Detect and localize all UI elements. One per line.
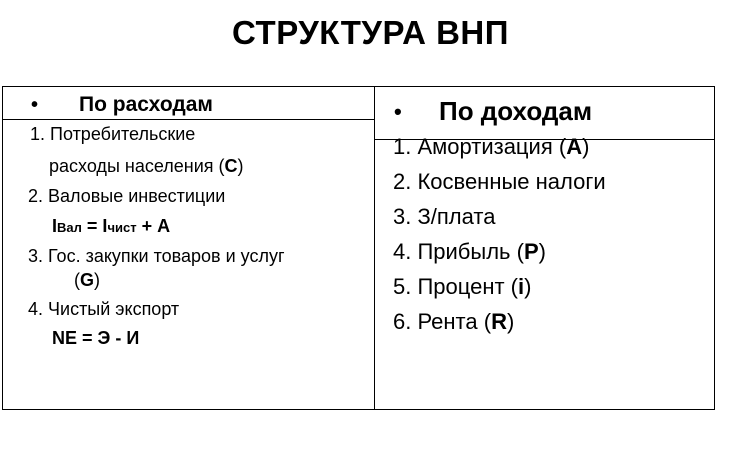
left-header-divider xyxy=(3,119,374,120)
net-export-formula: NE = Э - И xyxy=(52,328,140,348)
formula-plus-a: + А xyxy=(136,216,171,236)
bullet-icon: • xyxy=(31,93,39,116)
expenses-item-3-close: ) xyxy=(94,270,101,290)
income-heading-label: По доходам xyxy=(439,96,593,126)
formula-i2: I xyxy=(102,216,108,236)
expenses-item-3-open: ( xyxy=(74,270,80,290)
income-item-text: 1. Амортизация ( xyxy=(393,134,567,159)
income-item-text: 6. Рента ( xyxy=(393,309,492,334)
income-item-text: 5. Процент ( xyxy=(393,274,518,299)
expenses-item-1-close: ) xyxy=(237,156,244,176)
income-item xyxy=(393,239,546,265)
government-letter: G xyxy=(80,270,95,290)
income-item xyxy=(393,169,606,195)
income-item-letter: Р xyxy=(523,239,539,264)
income-item-text: 3. З/плата xyxy=(393,204,496,229)
expenses-heading-label: По расходам xyxy=(79,93,213,116)
formula-sub-gross: Вал xyxy=(57,220,82,235)
consumption-letter: С xyxy=(224,156,238,176)
expenses-item-1-text: расходы населения ( xyxy=(49,156,225,176)
income-heading xyxy=(394,96,592,127)
expenses-heading xyxy=(31,93,213,117)
income-item-letter: А xyxy=(566,134,583,159)
income-item xyxy=(393,204,495,230)
income-item-suffix: ) xyxy=(538,239,546,264)
formula-i1: I xyxy=(52,216,58,236)
income-item-text: 4. Прибыль ( xyxy=(393,239,524,264)
income-item-suffix: ) xyxy=(506,309,515,334)
column-divider xyxy=(374,87,375,409)
expenses-item-3-line-1: 3. Гос. закупки товаров и услуг xyxy=(28,246,285,266)
formula-eq: = xyxy=(81,216,103,236)
investment-formula xyxy=(52,216,170,238)
bullet-icon: • xyxy=(394,98,402,124)
expenses-item-1-line-2 xyxy=(49,156,244,176)
formula-sub-net: чист xyxy=(107,220,137,235)
income-item-text: 2. Косвенные налоги xyxy=(393,169,606,194)
income-item xyxy=(393,309,514,335)
income-item-letter: R xyxy=(491,309,507,334)
income-item xyxy=(393,274,531,300)
page-title: СТРУКТУРА ВНП xyxy=(232,14,509,51)
expenses-item-4: 4. Чистый экспорт xyxy=(28,299,180,319)
expenses-item-2: 2. Валовые инвестиции xyxy=(28,186,226,206)
income-item-suffix: ) xyxy=(582,134,590,159)
expenses-item-1-line-1: 1. Потребительские xyxy=(30,124,196,144)
income-item xyxy=(393,134,589,160)
income-item-suffix: ) xyxy=(524,274,532,299)
expenses-item-3-line-2 xyxy=(74,270,100,290)
income-item-letter: i xyxy=(518,274,525,299)
